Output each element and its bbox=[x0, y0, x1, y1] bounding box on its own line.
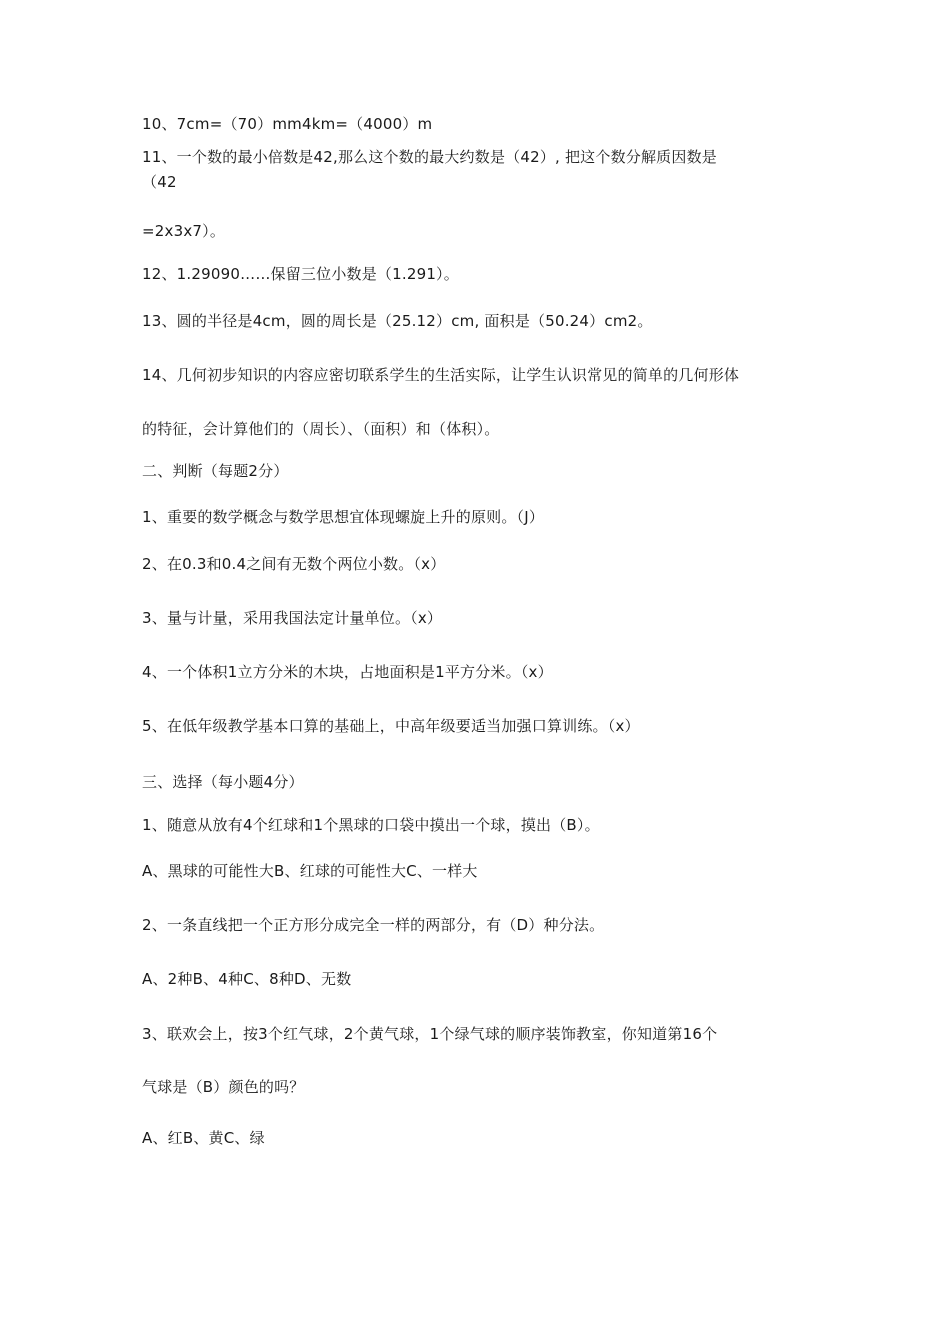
judgement-1: 1、重要的数学概念与数学思想宜体现螺旋上升的原则。（J） bbox=[142, 508, 545, 526]
fill-blank-12: 12、1.29090……保留三位小数是（1.291）。 bbox=[142, 265, 459, 283]
fill-blank-13: 13、圆的半径是4cm，圆的周长是（25.12）cm, 面积是（50.24）cm2。 bbox=[142, 312, 653, 330]
judgement-5: 5、在低年级教学基本口算的基础上，中高年级要适当加强口算训练。（x） bbox=[142, 717, 640, 735]
section-heading-choice: 三、选择（每小题4分） bbox=[142, 773, 304, 791]
fill-blank-11-continued: （42 bbox=[142, 173, 177, 191]
fill-blank-14-continued: 的特征，会计算他们的（周长）、（面积）和（体积）。 bbox=[142, 420, 500, 438]
choice-3: 3、联欢会上，按3个红气球，2个黄气球，1个绿气球的顺序装饰教室，你知道第16个 bbox=[142, 1025, 718, 1043]
choice-2: 2、一条直线把一个正方形分成完全一样的两部分，有（D）种分法。 bbox=[142, 916, 605, 934]
choice-1: 1、随意从放有4个红球和1个黑球的口袋中摸出一个球，摸出（B）。 bbox=[142, 816, 600, 834]
fill-blank-10: 10、7cm=（70）mm4km=（4000）m bbox=[142, 115, 433, 133]
judgement-2: 2、在0.3和0.4之间有无数个两位小数。（x） bbox=[142, 555, 446, 573]
fill-blank-11: 11、一个数的最小倍数是42,那么这个数的最大约数是（42）, 把这个数分解质因数是 bbox=[142, 148, 717, 166]
fill-blank-11-answer: =2x3x7）。 bbox=[142, 222, 226, 240]
choice-3-options: A、红B、黄C、绿 bbox=[142, 1129, 265, 1147]
fill-blank-14: 14、几何初步知识的内容应密切联系学生的生活实际，让学生认识常见的简单的几何形体 bbox=[142, 366, 740, 384]
choice-3-continued: 气球是（B）颜色的吗？ bbox=[142, 1078, 305, 1096]
section-heading-judgement: 二、判断（每题2分） bbox=[142, 462, 289, 480]
judgement-3: 3、量与计量，采用我国法定计量单位。（x） bbox=[142, 609, 443, 627]
judgement-4: 4、一个体积1立方分米的木块，占地面积是1平方分米。（x） bbox=[142, 663, 553, 681]
choice-2-options: A、2种B、4种C、8种D、无数 bbox=[142, 970, 352, 988]
choice-1-options: A、黑球的可能性大B、红球的可能性大C、一样大 bbox=[142, 862, 478, 880]
